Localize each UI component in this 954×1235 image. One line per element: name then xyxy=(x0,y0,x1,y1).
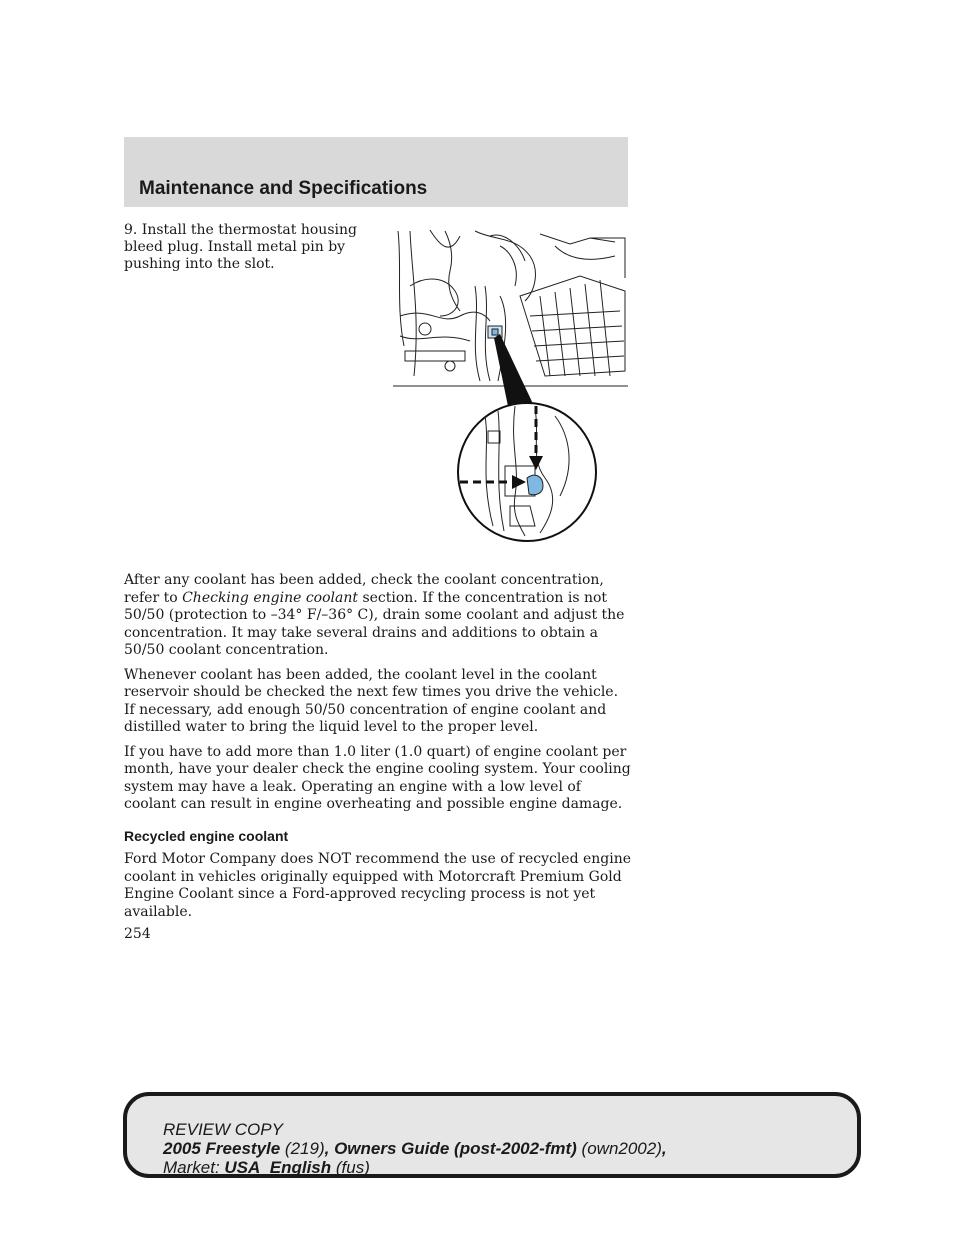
footer-document-info: 2005 Freestyle (219), Owners Guide (post-2002-fmt) (own2002), xyxy=(163,1139,667,1158)
paragraph-reservoir-check: Whenever coolant has been added, the coolant level in the coolant reservoir should be checked the next few times you drive the vehicle. If necessary, add enough 50/50 concentration of engine coolant and distilled water to bring the liquid level to the proper level. xyxy=(124,666,619,735)
bleed-plug-highlight xyxy=(527,475,543,495)
subheading-recycled-coolant: Recycled engine coolant xyxy=(124,827,289,844)
paragraph-concentration: After any coolant has been added, check the coolant concentration, refer to Checking engine coolant section. If the concentration is not 50/50 (protection to –34° F/–36° C), drain some coolant and adjust the concentration. It may take several drains and additions to obtain a 50/50 coolant concentration. xyxy=(124,572,625,658)
page-number: 254 xyxy=(124,926,151,942)
footer-market-info: Market: USA_English (fus) xyxy=(163,1158,370,1177)
paragraph-leak-warning: If you have to add more than 1.0 liter (1.0 quart) of engine coolant per month, have your dealer check the engine cooling system. Your cooling system may have a leak. Operating an engine with a low level of coolant can result in engine overheating and possible engine damage. xyxy=(124,743,631,812)
body-content xyxy=(124,572,632,928)
section-title: Maintenance and Specifications xyxy=(139,178,428,199)
footer-review-label: REVIEW COPY xyxy=(163,1120,283,1139)
paragraph-recycled-coolant: Ford Motor Company does NOT recommend the use of recycled engine coolant in vehicles originally equipped with Motorcraft Premium Gold Engine Coolant since a Ford-approved recycling process is not yet available. xyxy=(124,851,632,920)
section-reference: Checking engine coolant xyxy=(182,589,358,606)
section-header xyxy=(124,137,628,207)
review-copy-footer xyxy=(123,1092,861,1178)
thermostat-bleed-plug-illustration xyxy=(390,226,630,546)
step-9-text: 9. Install the thermostat housing bleed plug. Install metal pin by pushing into the slot. xyxy=(124,222,357,272)
detail-circle xyxy=(458,403,596,541)
